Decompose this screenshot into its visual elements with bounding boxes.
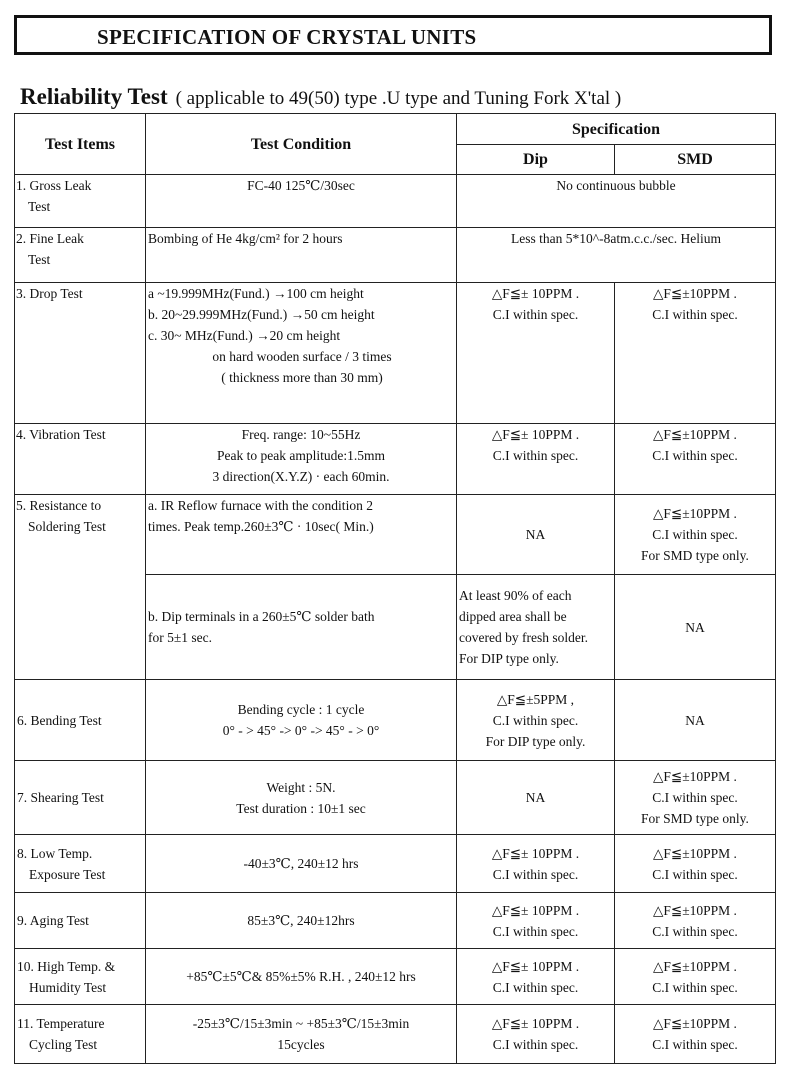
dip-spec-cell — [457, 761, 615, 835]
test-item-cell-line: 10. High Temp. & — [17, 958, 116, 974]
test-condition-cell — [146, 575, 457, 680]
dip-spec-cell-line: dipped area shall be — [459, 609, 567, 624]
dip-spec-cell — [457, 680, 615, 761]
test-item-cell-line: 11. Temperature — [17, 1016, 105, 1031]
test-condition-cell-line: a. IR Reflow furnace with the condition 2 — [148, 498, 373, 513]
dip-spec-cell — [457, 893, 615, 949]
dip-spec-cell — [457, 424, 615, 495]
test-condition-cell-line: Freq. range: 10~55Hz — [241, 427, 361, 442]
test-item-cell-line: Soldering Test — [28, 519, 106, 534]
section-heading — [20, 84, 621, 110]
test-condition-cell-line: a ~19.999MHz(Fund.) →100 cm height — [148, 286, 364, 301]
test-condition-cell — [146, 1005, 457, 1064]
test-condition-cell-line: -25±3℃/15±3min ~ +85±3℃/15±3min — [192, 1016, 410, 1031]
smd-spec-cell-line: For SMD type only. — [641, 811, 749, 826]
test-item-cell-line: 1. Gross Leak — [16, 178, 92, 193]
dip-spec-cell-line: C.I within spec. — [492, 712, 579, 728]
test-condition-cell-line: Weight : 5N. — [266, 779, 336, 795]
dip-spec-cell-line: △F≦±5PPM , — [496, 691, 575, 707]
dip-spec-cell-line: At least 90% of each — [459, 588, 572, 603]
test-item-cell-line: 4. Vibration Test — [16, 427, 106, 442]
table-row — [15, 1005, 776, 1064]
test-item-cell — [15, 424, 146, 495]
test-item-cell — [15, 893, 146, 949]
heading-sub: ( applicable to 49(50) type .U type and Tuning Fork X'tal ) — [175, 88, 622, 109]
test-item-cell-line: 9. Aging Test — [17, 913, 89, 928]
table-row — [15, 949, 776, 1005]
smd-spec-cell-line: △F≦±10PPM . — [653, 427, 737, 442]
smd-spec-cell — [615, 575, 776, 680]
test-item-cell — [15, 949, 146, 1005]
test-condition-cell — [146, 175, 457, 228]
table-row — [15, 835, 776, 893]
smd-spec-cell-line: C.I within spec. — [652, 1037, 738, 1052]
test-item-cell-line: 2. Fine Leak — [16, 231, 84, 246]
table-row — [15, 893, 776, 949]
specification-cell — [457, 175, 776, 228]
dip-spec-cell — [457, 1005, 615, 1064]
test-condition-cell — [146, 424, 457, 495]
dip-spec-cell — [457, 495, 615, 575]
dip-spec-cell-line: For DIP type only. — [485, 733, 586, 749]
table-row — [15, 175, 776, 228]
test-condition-cell-line: on hard wooden surface / 3 times — [212, 349, 392, 364]
smd-spec-cell-line: △F≦±10PPM . — [653, 506, 737, 521]
dip-spec-cell-line: For DIP type only. — [459, 651, 559, 666]
test-item-cell-line: 7. Shearing Test — [17, 790, 104, 805]
test-condition-cell-line: b. Dip terminals in a 260±5℃ solder bath — [148, 609, 375, 624]
test-condition-cell — [146, 893, 457, 949]
dip-spec-cell — [457, 949, 615, 1005]
dip-spec-cell-line: NA — [525, 527, 546, 542]
test-condition-cell-line: ( thickness more than 30 mm) — [221, 370, 383, 385]
test-condition-cell — [146, 761, 457, 835]
dip-spec-cell-line: NA — [525, 790, 546, 805]
test-condition-cell-line: Peak to peak amplitude:1.5mm — [217, 448, 385, 463]
test-condition-cell-line: Bombing of He 4kg/cm² for 2 hours — [148, 231, 343, 246]
test-item-cell-line: Exposure Test — [29, 866, 106, 882]
dip-spec-cell-line: C.I within spec. — [492, 979, 579, 995]
smd-spec-cell-line: C.I within spec. — [652, 448, 738, 463]
dip-spec-cell-line: C.I within spec. — [492, 1037, 579, 1052]
test-item-cell-line: 5. Resistance to — [16, 498, 102, 513]
smd-spec-cell-line: C.I within spec. — [652, 923, 738, 939]
smd-spec-cell-line: △F≦±10PPM . — [653, 769, 737, 784]
dip-spec-cell-line: △F≦± 10PPM . — [491, 286, 580, 301]
test-condition-cell-line: 85±3℃, 240±12hrs — [247, 913, 355, 928]
smd-spec-cell-line: For SMD type only. — [641, 548, 749, 563]
test-item-cell-line: Test — [28, 252, 51, 267]
dip-spec-cell-line: △F≦± 10PPM . — [491, 958, 580, 974]
test-condition-cell — [146, 228, 457, 283]
smd-spec-cell — [615, 761, 776, 835]
smd-spec-cell-line: C.I within spec. — [652, 979, 738, 995]
smd-spec-cell — [615, 424, 776, 495]
test-item-cell-line: Humidity Test — [29, 979, 107, 995]
test-condition-cell-line: b. 20~29.999MHz(Fund.) →50 cm height — [148, 307, 375, 322]
smd-spec-cell — [615, 1005, 776, 1064]
test-condition-cell-line: FC-40 125℃/30sec — [247, 178, 355, 193]
test-condition-cell-line: times. Peak temp.260±3℃ · 10sec( Min.) — [148, 519, 374, 534]
test-item-cell — [15, 283, 146, 424]
title-box — [14, 15, 772, 55]
dip-spec-cell — [457, 283, 615, 424]
test-condition-cell-line: 0° - > 45° -> 0° -> 45° - > 0° — [222, 723, 380, 738]
test-item-cell-line: Cycling Test — [29, 1037, 98, 1052]
smd-spec-cell-line: △F≦±10PPM . — [653, 958, 737, 974]
specification-cell — [457, 228, 776, 283]
header-dip: Dip — [457, 145, 615, 175]
smd-spec-cell — [615, 283, 776, 424]
test-condition-cell — [146, 283, 457, 424]
dip-spec-cell — [457, 575, 615, 680]
dip-spec-cell-line: C.I within spec. — [492, 448, 579, 463]
test-condition-cell — [146, 835, 457, 893]
smd-spec-cell-line: C.I within spec. — [652, 307, 738, 322]
test-condition-cell-line: 3 direction(X.Y.Z) · each 60min. — [212, 469, 390, 484]
header-specification: Specification — [457, 114, 776, 145]
smd-spec-cell — [615, 680, 776, 761]
table-row — [15, 424, 776, 495]
test-item-cell-line: Test — [28, 199, 51, 214]
test-condition-cell — [146, 495, 457, 575]
dip-spec-cell-line: C.I within spec. — [492, 866, 579, 882]
table-row — [15, 761, 776, 835]
test-item-cell — [15, 761, 146, 835]
table-row — [15, 228, 776, 283]
table-row — [15, 283, 776, 424]
heading-main: Reliability Test — [20, 84, 168, 109]
test-condition-cell — [146, 949, 457, 1005]
smd-spec-cell-line: NA — [685, 712, 705, 728]
specification-cell-line: No continuous bubble — [556, 178, 676, 193]
header-smd: SMD — [615, 145, 776, 175]
smd-spec-cell-line: NA — [685, 619, 705, 635]
table-row — [15, 680, 776, 761]
test-condition-cell-line: Test duration : 10±1 sec — [236, 800, 366, 816]
smd-spec-cell — [615, 893, 776, 949]
test-condition-cell-line: for 5±1 sec. — [148, 630, 213, 645]
test-condition-cell-line: 15cycles — [277, 1037, 325, 1052]
smd-spec-cell-line: C.I within spec. — [652, 527, 738, 542]
specification-cell-line: Less than 5*10^-8atm.c.c./sec. Helium — [511, 231, 721, 246]
test-item-cell — [15, 228, 146, 283]
header-test-condition: Test Condition — [146, 114, 457, 175]
test-item-cell-line: 3. Drop Test — [16, 286, 83, 301]
test-item-cell — [15, 680, 146, 761]
test-item-cell — [15, 175, 146, 228]
test-item-cell — [15, 835, 146, 893]
table-row — [15, 495, 776, 575]
page-title: SPECIFICATION OF CRYSTAL UNITS — [97, 25, 477, 49]
test-item-cell-line: 6. Bending Test — [17, 712, 102, 728]
dip-spec-cell-line: C.I within spec. — [492, 307, 579, 322]
dip-spec-cell-line: △F≦± 10PPM . — [491, 845, 580, 861]
test-item-cell — [15, 1005, 146, 1064]
dip-spec-cell-line: C.I within spec. — [492, 923, 579, 939]
smd-spec-cell — [615, 495, 776, 575]
header-test-items: Test Items — [15, 114, 146, 175]
test-condition-cell-line: -40±3℃, 240±12 hrs — [243, 856, 359, 871]
dip-spec-cell-line: covered by fresh solder. — [459, 630, 588, 645]
test-item-cell-line: 8. Low Temp. — [17, 845, 93, 861]
dip-spec-cell — [457, 835, 615, 893]
smd-spec-cell — [615, 949, 776, 1005]
test-condition-cell-line: c. 30~ MHz(Fund.) →20 cm height — [148, 328, 341, 343]
test-item-cell — [15, 495, 146, 680]
smd-spec-cell-line: △F≦±10PPM . — [653, 845, 737, 861]
smd-spec-cell-line: △F≦±10PPM . — [653, 1016, 737, 1031]
test-condition-cell — [146, 680, 457, 761]
dip-spec-cell-line: △F≦± 10PPM . — [491, 902, 580, 918]
smd-spec-cell-line: △F≦±10PPM . — [653, 902, 737, 918]
reliability-table — [14, 113, 776, 1064]
smd-spec-cell-line: C.I within spec. — [652, 866, 738, 882]
smd-spec-cell-line: △F≦±10PPM . — [653, 286, 737, 301]
smd-spec-cell-line: C.I within spec. — [652, 790, 738, 805]
test-condition-cell-line: +85℃±5℃& 85%±5% R.H. , 240±12 hrs — [186, 969, 416, 984]
dip-spec-cell-line: △F≦± 10PPM . — [491, 1016, 580, 1031]
smd-spec-cell — [615, 835, 776, 893]
test-condition-cell-line: Bending cycle : 1 cycle — [237, 702, 365, 717]
dip-spec-cell-line: △F≦± 10PPM . — [491, 427, 580, 442]
